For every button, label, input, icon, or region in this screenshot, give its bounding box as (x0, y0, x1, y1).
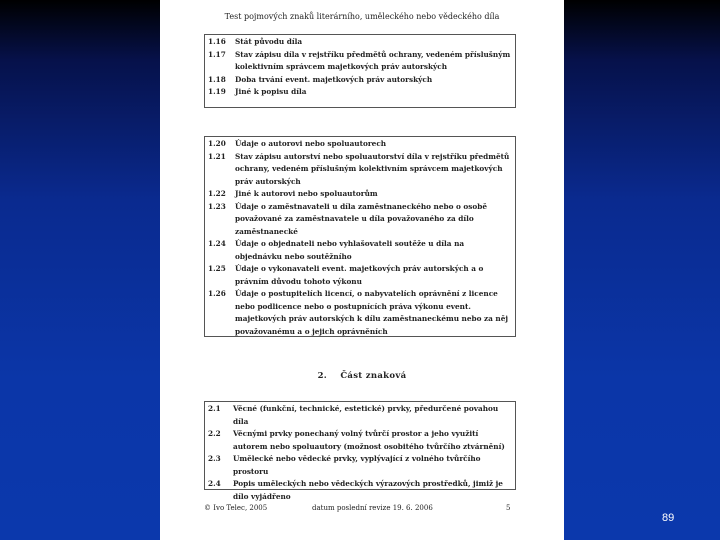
item-text: Věcné (funkční, technické, estetické) prvky, předurčené povahou díla (233, 404, 499, 426)
item-number: 1.20 (208, 139, 226, 148)
item-text: Údaje o vykonavateli event. majetkových práv autorských a o právním důvodu tohoto výkonu (235, 264, 484, 286)
item-number: 1.18 (208, 74, 226, 84)
document-page (160, 0, 564, 540)
item-number: 2.3 (208, 454, 221, 463)
item-text: Údaje o objednateli nebo vyhlašovateli soutěže u díla na objednávku nebo soutěžního (235, 239, 465, 261)
item-number: 1.26 (208, 289, 226, 298)
item-text: Jiné k autorovi nebo spoluautorům (235, 189, 378, 198)
criteria-row (205, 453, 515, 478)
criteria-row (205, 36, 515, 49)
item-text: Popis uměleckých nebo vědeckých výrazových prostředků, jimiž je dílo vyjádřeno (233, 479, 503, 501)
item-text: Údaje o postupitelích licencí, o nabyvatelích oprávnění z licence nebo podlicence nebo o postupnících práva výkonu event. majetkových práv autorských k dílu zaměstnaneckému nebo za něj považovanému a o jejich oprávněních (235, 289, 509, 336)
item-text: Věcnými prvky ponechaný volný tvůrčí prostor a jeho využití autorem nebo spoluautory (možnost osobitého tvůrčího ztvárnění) (233, 429, 505, 451)
criteria-box-2 (204, 136, 516, 337)
criteria-row (205, 201, 515, 239)
item-text: Údaje o zaměstnavateli u díla zaměstnaneckého nebo o osobě považované za zaměstnavatele u díla považovaného za dílo zaměstnanecké (235, 201, 487, 236)
criteria-row (205, 86, 515, 99)
item-text: Umělecké nebo vědecké prvky, vyplývající z volného tvůrčího prostoru (233, 454, 481, 476)
section-title: Část znaková (340, 371, 407, 381)
item-text: Jiné k popisu díla (235, 87, 307, 96)
criteria-box-3 (204, 401, 516, 501)
criteria-row (205, 138, 515, 151)
item-number: 1.22 (208, 189, 226, 198)
item-number: 2.1 (208, 404, 221, 413)
item-text: Doba trvání event. majetkových práv autorských (235, 74, 433, 84)
item-text: Stát původu díla (235, 37, 303, 46)
section-heading (160, 371, 564, 381)
criteria-row (205, 49, 515, 74)
footer-copyright: © Ivo Telec, 2005 (204, 504, 268, 512)
item-number: 1.19 (208, 87, 226, 96)
criteria-row (205, 263, 515, 288)
item-number: 2.4 (208, 479, 221, 488)
item-text: Stav zápisu díla v rejstříku předmětů ochrany, vedeném příslušným kolektivním správcem majetkových práv autorských (235, 49, 511, 71)
criteria-row (205, 151, 515, 189)
item-number: 1.17 (208, 49, 226, 59)
criteria-row (205, 403, 515, 428)
item-number: 1.25 (208, 264, 226, 273)
criteria-row (205, 478, 515, 503)
item-text: Stav zápisu autorství nebo spoluautorství díla v rejstříku předmětů ochrany, vedeném příslušným kolektivním správcem majetkových práv autorských (235, 151, 510, 186)
criteria-row (205, 288, 515, 338)
footer-revision-date: datum poslední revize 19. 6. 2006 (312, 504, 433, 512)
criteria-row (205, 74, 515, 87)
footer-page-number: 5 (506, 504, 511, 512)
item-number: 1.23 (208, 201, 226, 211)
criteria-box-1 (204, 34, 516, 108)
item-number: 1.21 (208, 151, 226, 161)
item-number: 1.24 (208, 239, 226, 248)
item-text: Údaje o autorovi nebo spoluautorech (235, 139, 387, 148)
criteria-row (205, 188, 515, 201)
criteria-row (205, 428, 515, 453)
slide-number: 89 (662, 512, 675, 524)
criteria-row (205, 238, 515, 263)
page-header: Test pojmových znaků literárního, uměleckého nebo vědeckého díla (224, 12, 500, 21)
item-number: 1.16 (208, 37, 226, 46)
item-number: 2.2 (208, 429, 221, 438)
section-number: 2. (317, 371, 328, 381)
